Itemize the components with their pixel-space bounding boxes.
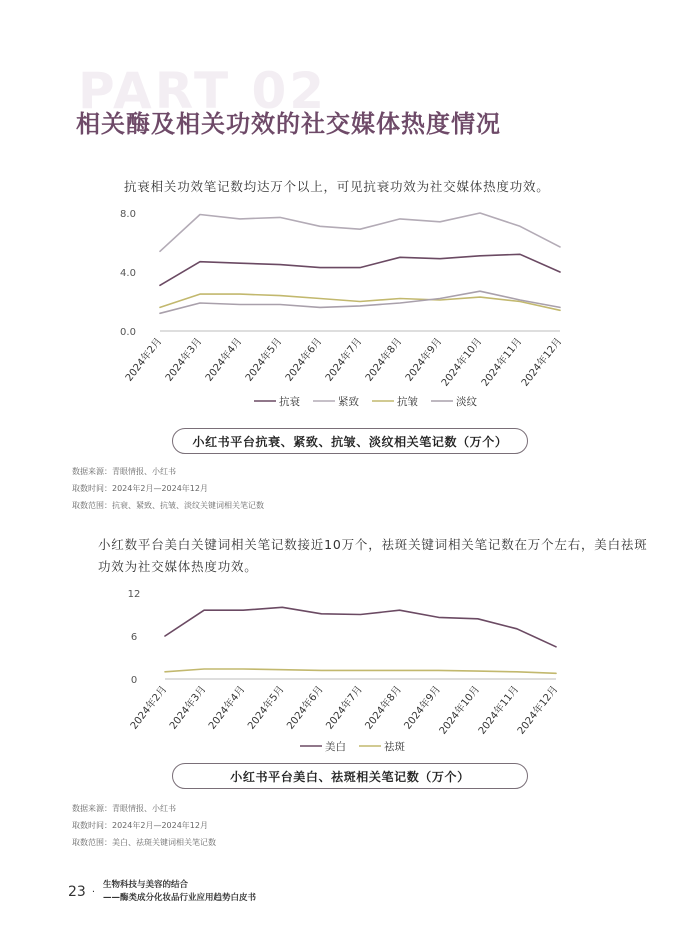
series-line-3	[160, 294, 560, 310]
legend-label: 美白	[325, 741, 346, 753]
x-tick-label: 2024年7月	[323, 336, 365, 384]
legend-label: 抗皱	[397, 396, 418, 408]
section2-paragraph: 小红数平台美白关键词相关笔记数接近10万个，祛斑关键词相关笔记数在万个左右，美白祛斑功效为社交媒体热度功效。	[98, 537, 648, 574]
note-scope: 取数范围：美白、祛斑关键词相关笔记数	[72, 838, 216, 847]
page-title: 相关酶及相关功效的社交媒体热度情况	[76, 110, 501, 138]
x-tick-label: 2024年3月	[163, 336, 205, 384]
y-tick-label: 4.0	[120, 268, 136, 279]
section1-paragraph: 抗衰相关功效笔记数均达万个以上，可见抗衰功效为社交媒体热度功效。	[124, 179, 550, 194]
note-source: 数据来源：青眼情报、小红书	[72, 467, 176, 476]
series-line-2	[160, 213, 560, 251]
x-tick-label: 2024年2月	[128, 684, 170, 732]
chart-anti-aging	[0, 195, 700, 430]
footer-line2: ——酶类成分化妆品行业应用趋势白皮书	[103, 893, 257, 903]
x-tick-label: 2024年11月	[479, 336, 525, 389]
footer-line1: 生物科技与美容的结合	[103, 880, 189, 890]
legend-label: 淡纹	[456, 396, 477, 408]
series-line-1	[160, 254, 560, 285]
x-tick-label: 2024年4月	[203, 336, 245, 384]
footer-title	[103, 879, 256, 905]
x-tick-label: 2024年11月	[476, 684, 522, 737]
page-footer	[68, 879, 256, 905]
x-tick-label: 2024年9月	[402, 684, 444, 732]
x-tick-label: 2024年10月	[437, 684, 483, 737]
x-tick-label: 2024年8月	[363, 336, 405, 384]
x-tick-label: 2024年12月	[515, 684, 561, 737]
y-tick-label: 6	[130, 632, 138, 643]
x-tick-label: 2024年3月	[167, 684, 209, 732]
note-scope: 取数范围：抗衰、紧致、抗皱、淡纹关键词相关笔记数	[72, 501, 264, 510]
series-line-2	[165, 669, 556, 673]
legend-label: 抗衰	[279, 396, 300, 408]
x-tick-label: 2024年5月	[246, 684, 287, 732]
x-tick-label: 2024年4月	[206, 684, 248, 732]
series-line-1	[165, 607, 556, 647]
chart2-notes	[72, 800, 216, 851]
y-tick-label: 0.0	[120, 327, 136, 338]
y-tick-label: 12	[127, 589, 141, 600]
note-period: 取数时间：2024年2月—2024年12月	[72, 484, 208, 493]
x-tick-label: 2024年12月	[519, 336, 565, 389]
note-period: 取数时间：2024年2月—2024年12月	[72, 821, 208, 830]
x-tick-label: 2024年5月	[243, 336, 285, 384]
x-tick-label: 2024年6月	[285, 684, 326, 732]
chart2-caption: 小红书平台美白、祛斑相关笔记数（万个）	[172, 763, 528, 789]
note-source: 数据来源：青眼情报、小红书	[72, 804, 176, 813]
chart1-caption: 小红书平台抗衰、紧致、抗皱、淡纹相关笔记数（万个）	[172, 428, 528, 454]
chart1-notes	[72, 463, 264, 514]
x-tick-label: 2024年6月	[283, 336, 325, 384]
x-tick-label: 2024年8月	[363, 684, 404, 732]
legend-label: 紧致	[338, 396, 359, 408]
x-tick-label: 2024年7月	[324, 684, 365, 732]
y-tick-label: 8.0	[120, 209, 136, 220]
part-watermark: PART 02	[78, 62, 328, 120]
legend-label: 祛斑	[384, 741, 405, 753]
x-tick-label: 2024年10月	[439, 336, 485, 389]
x-tick-label: 2024年2月	[123, 336, 165, 384]
x-tick-label: 2024年9月	[403, 336, 445, 384]
page-number: 23	[68, 884, 86, 900]
footer-separator: ·	[91, 886, 96, 898]
chart-whitening	[0, 580, 700, 755]
y-tick-label: 0	[130, 675, 138, 686]
